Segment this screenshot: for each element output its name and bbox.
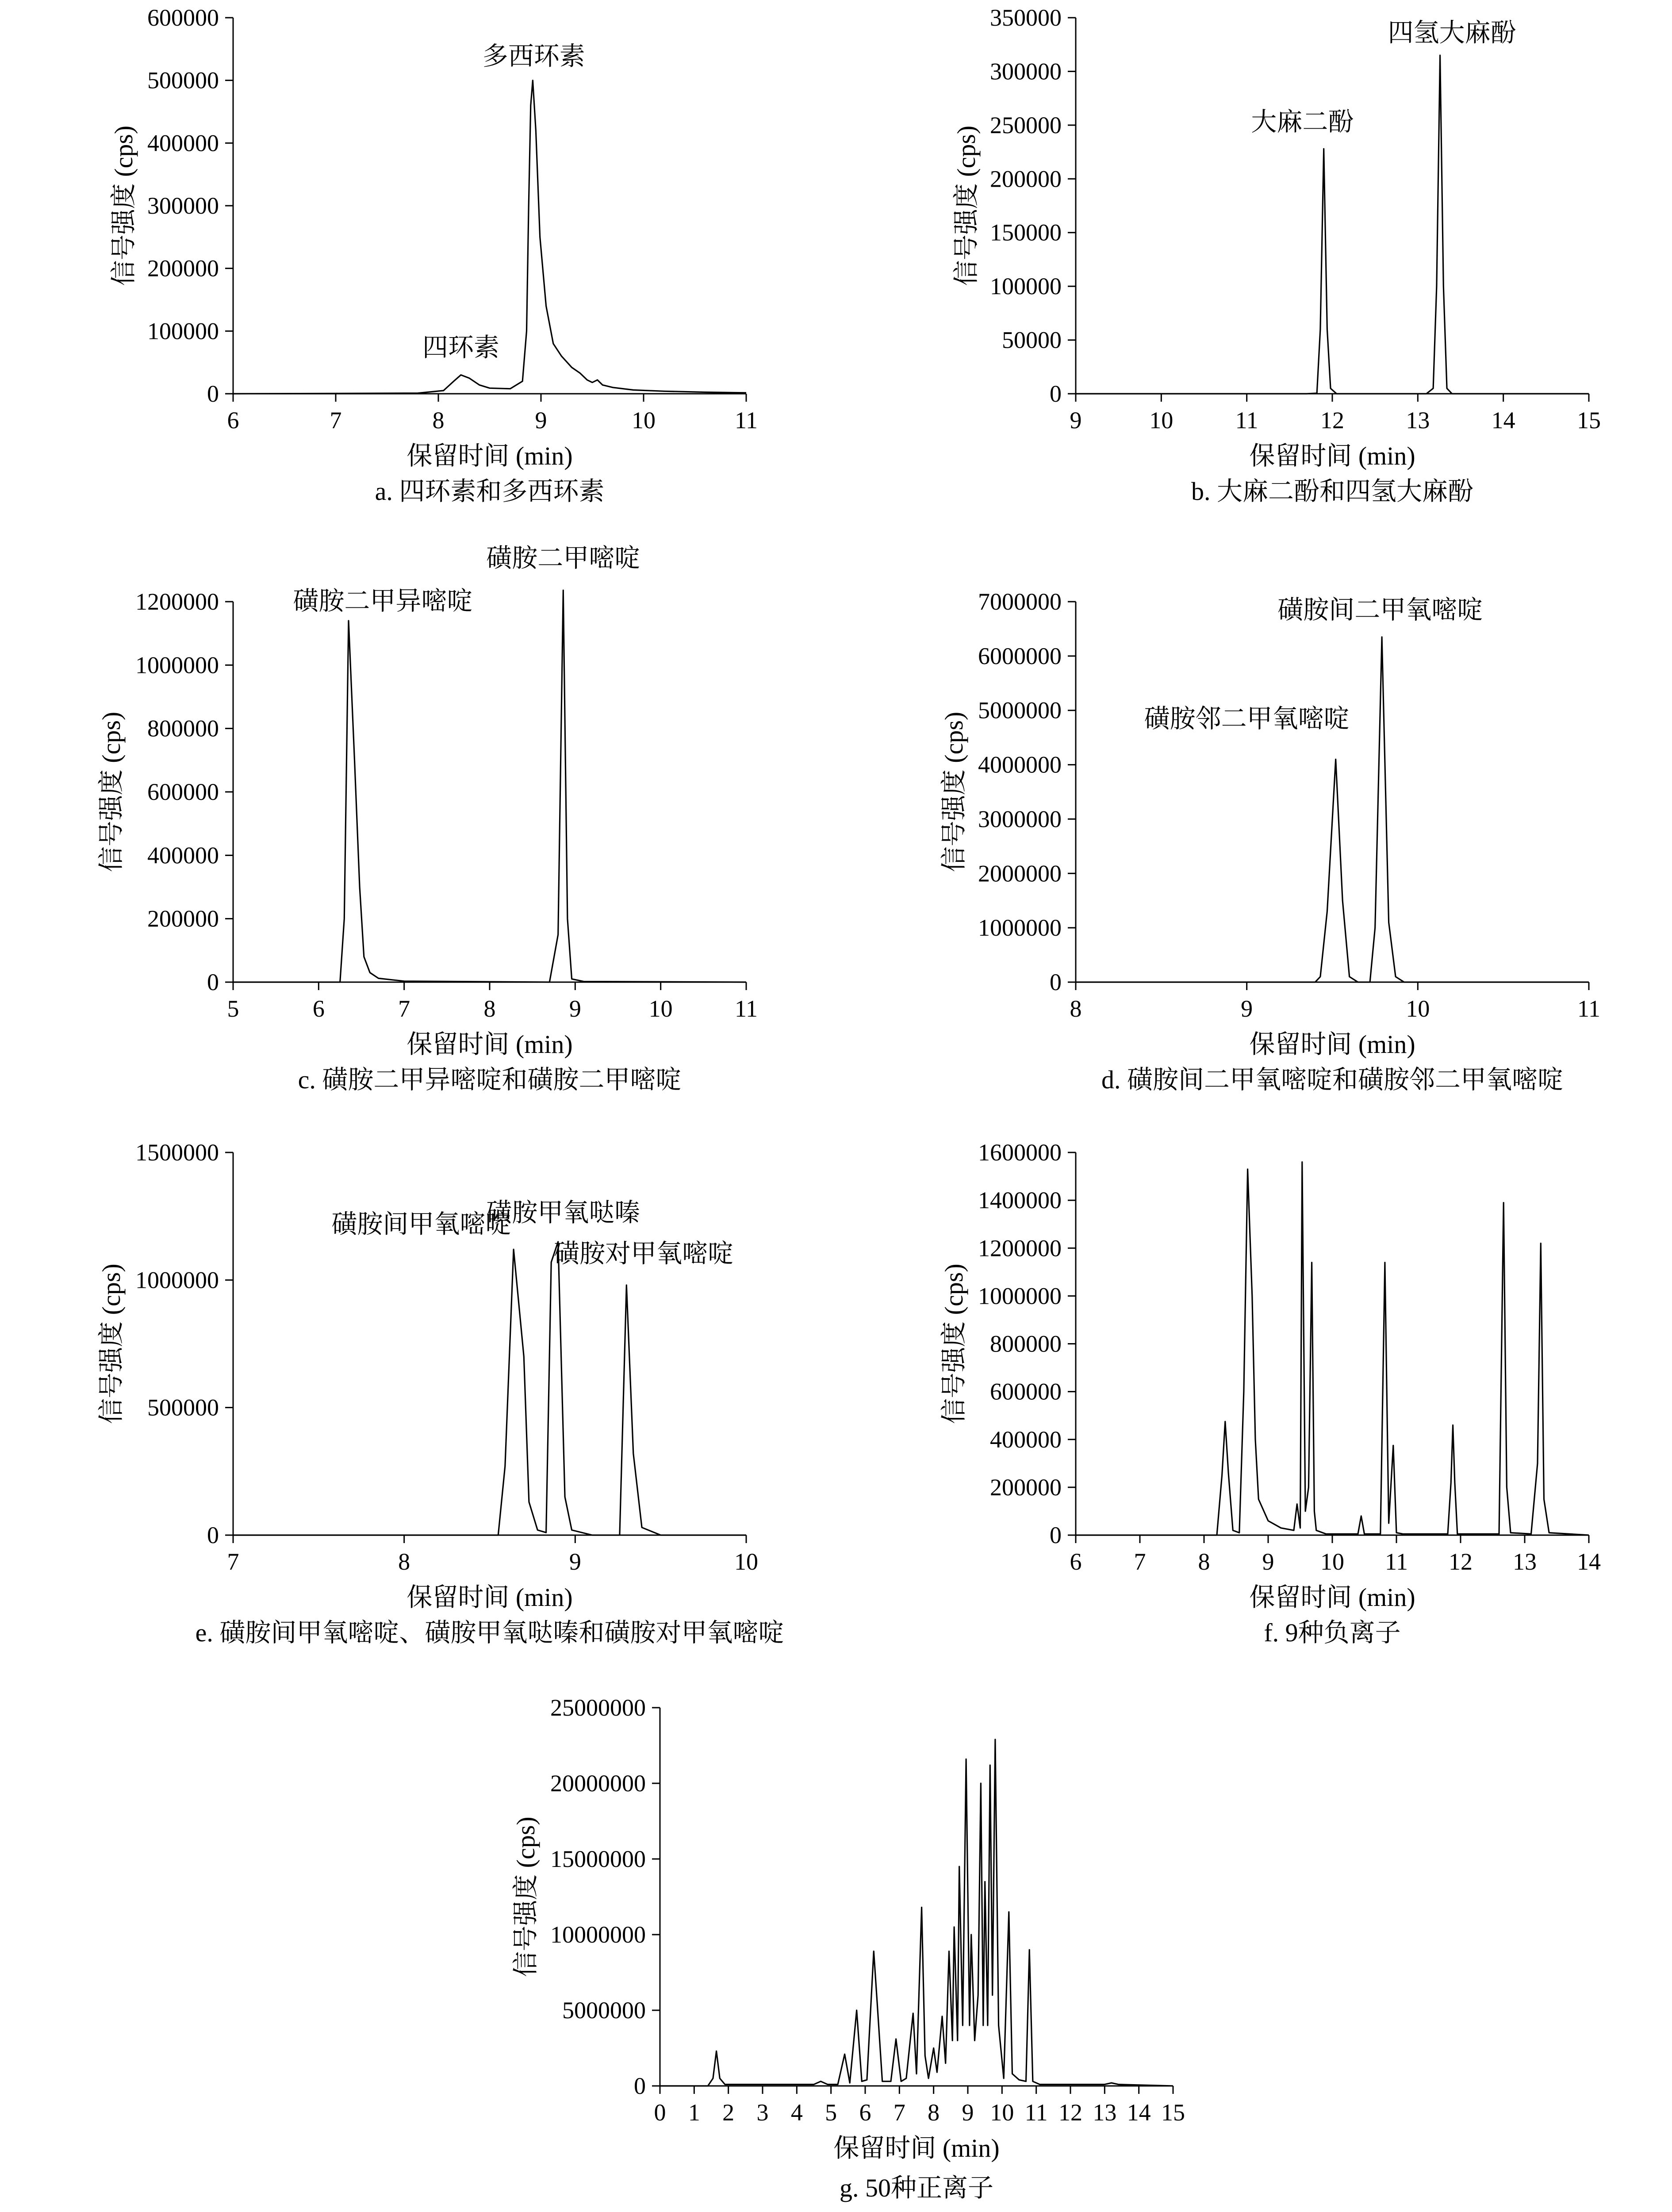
x-tick-label: 2: [722, 2099, 735, 2126]
panel-caption: f. 9种负离子: [1264, 1618, 1401, 1647]
y-tick-label: 150000: [990, 219, 1062, 246]
y-tick-label: 3000000: [978, 806, 1062, 833]
y-axis-title: 信号强度 (cps): [109, 125, 138, 286]
chart-panel-e: [97, 1139, 784, 1647]
chart-panel-g: [511, 1694, 1185, 2202]
y-tick-label: 10000000: [550, 1921, 646, 1948]
y-tick-label: 250000: [990, 111, 1062, 138]
x-tick-label: 9: [569, 995, 581, 1022]
y-tick-label: 0: [1050, 380, 1062, 407]
y-tick-label: 1500000: [135, 1139, 219, 1166]
y-tick-label: 1200000: [978, 1235, 1062, 1262]
x-tick-label: 3: [756, 2099, 769, 2126]
x-axis-title: 保留时间 (min): [406, 1030, 573, 1059]
y-tick-label: 600000: [147, 779, 219, 805]
y-tick-label: 400000: [990, 1426, 1062, 1453]
x-tick-label: 14: [1491, 407, 1515, 434]
y-tick-label: 1600000: [978, 1139, 1062, 1166]
y-tick-label: 400000: [147, 842, 219, 869]
panel-caption: d. 磺胺间二甲氧嘧啶和磺胺邻二甲氧嘧啶: [1101, 1065, 1564, 1094]
x-tick-label: 6: [312, 995, 325, 1022]
y-tick-label: 1400000: [978, 1187, 1062, 1214]
panel-caption: c. 磺胺二甲异嘧啶和磺胺二甲嘧啶: [298, 1065, 682, 1094]
x-axis-title: 保留时间 (min): [1249, 1030, 1415, 1059]
x-tick-label: 10: [734, 1548, 758, 1575]
y-tick-label: 1000000: [135, 652, 219, 679]
x-tick-label: 15: [1577, 407, 1601, 434]
y-axis-title: 信号强度 (cps): [97, 1263, 126, 1424]
y-tick-label: 200000: [990, 165, 1062, 192]
x-tick-label: 9: [1241, 995, 1253, 1022]
x-tick-label: 8: [928, 2099, 940, 2126]
x-axis-title: 保留时间 (min): [1249, 442, 1415, 470]
x-tick-label: 6: [227, 407, 239, 434]
signal-trace: [660, 1740, 1173, 2086]
y-tick-label: 0: [634, 2073, 646, 2099]
peak-label: 磺胺对甲氧嘧啶: [553, 1239, 734, 1268]
y-tick-label: 800000: [990, 1330, 1062, 1357]
chart-panel-c: [97, 544, 758, 1094]
panel-caption: a. 四环素和多西环素: [375, 477, 605, 506]
x-tick-label: 13: [1406, 407, 1430, 434]
peak-label: 大麻二酚: [1251, 108, 1354, 136]
y-tick-label: 5000000: [562, 1997, 646, 2024]
peak-label: 磺胺甲氧哒嗪: [486, 1198, 640, 1227]
x-tick-label: 0: [654, 2099, 666, 2126]
y-tick-label: 200000: [147, 255, 219, 282]
y-tick-label: 500000: [147, 1394, 219, 1421]
signal-trace: [1076, 637, 1589, 982]
peak-label: 磺胺邻二甲氧嘧啶: [1144, 704, 1350, 733]
x-tick-label: 7: [398, 995, 410, 1022]
y-axis-title: 信号强度 (cps): [952, 125, 981, 286]
x-axis-title: 保留时间 (min): [833, 2134, 1000, 2162]
x-tick-label: 10: [1149, 407, 1173, 434]
x-tick-label: 15: [1161, 2099, 1185, 2126]
x-tick-label: 11: [1235, 407, 1258, 434]
x-tick-label: 11: [735, 407, 758, 434]
x-tick-label: 6: [1070, 1548, 1082, 1575]
y-tick-label: 1000000: [978, 1283, 1062, 1310]
x-tick-label: 14: [1577, 1548, 1601, 1575]
x-tick-label: 14: [1127, 2099, 1151, 2126]
chart-panel-d: [940, 588, 1600, 1094]
y-tick-label: 1000000: [135, 1267, 219, 1294]
y-tick-label: 800000: [147, 715, 219, 742]
x-axis-title: 保留时间 (min): [406, 1583, 573, 1612]
x-tick-label: 8: [398, 1548, 410, 1575]
x-tick-label: 8: [432, 407, 445, 434]
chart-panel-a: [109, 4, 758, 506]
x-tick-label: 7: [330, 407, 342, 434]
y-tick-label: 7000000: [978, 588, 1062, 615]
peak-label: 多西环素: [482, 42, 585, 71]
y-tick-label: 300000: [990, 58, 1062, 85]
peak-label: 四环素: [422, 333, 500, 362]
x-axis-title: 保留时间 (min): [1249, 1583, 1415, 1612]
signal-trace: [1076, 1162, 1589, 1535]
panel-caption: e. 磺胺间甲氧嘧啶、磺胺甲氧哒嗪和磺胺对甲氧嘧啶: [195, 1618, 784, 1647]
peak-label: 磺胺间二甲氧嘧啶: [1277, 595, 1483, 625]
y-tick-label: 200000: [990, 1474, 1062, 1501]
x-tick-label: 5: [825, 2099, 837, 2126]
chart-panel-f: [940, 1139, 1601, 1647]
y-tick-label: 2000000: [978, 860, 1062, 887]
peak-label: 四氢大麻酚: [1388, 18, 1516, 47]
x-tick-label: 6: [859, 2099, 871, 2126]
peak-label: 磺胺二甲异嘧啶: [293, 586, 473, 615]
y-tick-label: 50000: [1002, 326, 1062, 353]
x-tick-label: 8: [483, 995, 496, 1022]
x-tick-label: 11: [1577, 995, 1600, 1022]
y-tick-label: 400000: [147, 130, 219, 157]
y-tick-label: 15000000: [550, 1846, 646, 1872]
y-tick-label: 25000000: [550, 1694, 646, 1721]
x-tick-label: 11: [1385, 1548, 1408, 1575]
peak-label: 磺胺二甲嘧啶: [486, 544, 640, 573]
y-tick-label: 0: [207, 1522, 219, 1548]
x-tick-label: 12: [1058, 2099, 1082, 2126]
y-axis-title: 信号强度 (cps): [940, 711, 968, 872]
x-tick-label: 10: [1406, 995, 1430, 1022]
x-tick-label: 9: [535, 407, 547, 434]
y-tick-label: 4000000: [978, 751, 1062, 778]
y-tick-label: 350000: [990, 4, 1062, 31]
y-tick-label: 200000: [147, 905, 219, 932]
y-tick-label: 6000000: [978, 642, 1062, 669]
x-tick-label: 7: [1134, 1548, 1146, 1575]
x-tick-label: 12: [1449, 1548, 1473, 1575]
panel-caption: b. 大麻二酚和四氢大麻酚: [1191, 477, 1474, 506]
x-tick-label: 9: [1262, 1548, 1274, 1575]
x-tick-label: 9: [962, 2099, 974, 2126]
chart-panel-b: [952, 4, 1601, 506]
x-tick-label: 8: [1070, 995, 1082, 1022]
y-tick-label: 100000: [990, 273, 1062, 300]
x-tick-label: 8: [1198, 1548, 1210, 1575]
y-tick-label: 100000: [147, 318, 219, 345]
y-tick-label: 600000: [147, 4, 219, 31]
y-tick-label: 300000: [147, 192, 219, 219]
x-axis-title: 保留时间 (min): [406, 442, 573, 470]
y-tick-label: 0: [1050, 969, 1062, 995]
y-tick-label: 0: [207, 969, 219, 995]
x-tick-label: 4: [790, 2099, 803, 2126]
y-axis-title: 信号强度 (cps): [97, 711, 126, 872]
panel-caption: g. 50种正离子: [839, 2174, 994, 2202]
y-tick-label: 20000000: [550, 1770, 646, 1797]
x-tick-label: 10: [1320, 1548, 1344, 1575]
peak-label: 磺胺间甲氧嘧啶: [331, 1210, 511, 1239]
y-axis-title: 信号强度 (cps): [511, 1816, 540, 1977]
x-tick-label: 11: [1024, 2099, 1048, 2126]
signal-trace: [1076, 55, 1589, 394]
y-tick-label: 0: [1050, 1522, 1062, 1548]
x-tick-label: 13: [1093, 2099, 1117, 2126]
x-tick-label: 7: [227, 1548, 239, 1575]
y-tick-label: 1200000: [135, 588, 219, 615]
x-tick-label: 11: [735, 995, 758, 1022]
y-axis-title: 信号强度 (cps): [940, 1263, 968, 1424]
y-tick-label: 0: [207, 380, 219, 407]
x-tick-label: 9: [569, 1548, 581, 1575]
x-tick-label: 13: [1513, 1548, 1537, 1575]
x-tick-label: 5: [227, 995, 239, 1022]
signal-trace: [233, 1242, 746, 1535]
signal-trace: [233, 590, 746, 982]
y-tick-label: 500000: [147, 67, 219, 94]
y-tick-label: 600000: [990, 1378, 1062, 1405]
y-tick-label: 1000000: [978, 914, 1062, 941]
x-tick-label: 1: [688, 2099, 700, 2126]
x-tick-label: 7: [893, 2099, 905, 2126]
x-tick-label: 9: [1070, 407, 1082, 434]
x-tick-label: 10: [632, 407, 656, 434]
x-tick-label: 12: [1320, 407, 1344, 434]
x-tick-label: 10: [990, 2099, 1014, 2126]
x-tick-label: 10: [648, 995, 673, 1022]
y-tick-label: 5000000: [978, 697, 1062, 724]
